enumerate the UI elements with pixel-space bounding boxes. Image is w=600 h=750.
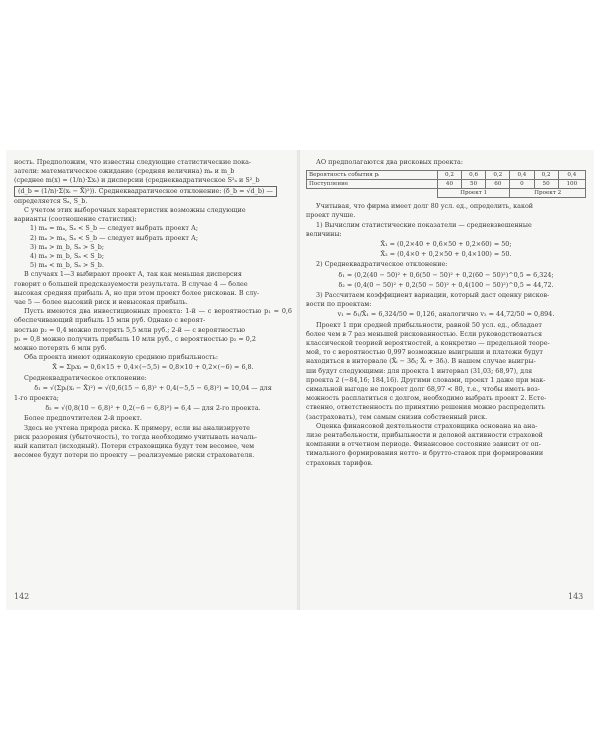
text-line: вости по проектам:	[306, 300, 372, 309]
table-cell: 50	[462, 180, 486, 189]
text-line: Пусть имеются два инвестиционных проекта: 1-й — с вероятностью p₁ = 0,6 обеспечивающий прибыль 15 млн руб. Однако с вероят-	[14, 307, 292, 325]
table-cell: 0,6	[462, 171, 486, 180]
text-line: (среднее m(x) = (1/n)·Σxᵢ) и дисперсии (среднеквадратическое S²ₐ и S²_b	[14, 176, 260, 185]
table-cell: 0	[510, 180, 534, 189]
text-line: ный капитал (исходный). Потери страховщика будут тем весомее, чем	[14, 442, 255, 451]
text-line: ность. Предположим, что известны следующие статистические пока-	[14, 158, 252, 166]
text-line: страховых тарифов.	[306, 458, 373, 467]
text-line: можно потерять 6 млн руб.	[14, 344, 107, 353]
table-cell: 40	[437, 180, 461, 189]
text-line: болеe чем в 7 раз меньшей рискованностью. Если руководствоваться	[306, 329, 543, 338]
text-line: весомее будут потери по проекту — реализуемые риски страхователя.	[14, 451, 255, 460]
text-line: 1) Вычислим статистические показатели — средневзвешенные	[316, 220, 532, 229]
table-cell: Проект 1	[437, 189, 509, 198]
text-line: Оценка финансовой деятельности страховщика основана на ана-	[316, 421, 538, 430]
text-line: ственно, ответственность по принятию решения можно распределить	[306, 403, 545, 412]
probability-table	[306, 170, 586, 198]
text-line: можность расплатиться с долгом, необходимо выбрать проект 2. Есте-	[306, 394, 547, 403]
table-cell: 0,2	[486, 171, 510, 180]
table-cell: Вероятность события pᵢ	[307, 171, 438, 180]
text-line: проект лучше.	[306, 211, 356, 220]
text-line: 1-го проекта;	[14, 394, 59, 403]
text-line: затели: математическое ожидание (средняя величина) mₐ и m_b	[14, 167, 235, 176]
text-line: чае 5 — более высокий риск и невысокая прибыль.	[14, 298, 188, 307]
table-cell: 0,4	[510, 171, 534, 180]
table-row	[307, 189, 586, 198]
text-line	[14, 186, 292, 197]
text-line: Более предпочтителен 2-й проект.	[24, 414, 142, 423]
text-line: Оба проекта имеют одинаковую среднюю прибыльность:	[24, 353, 219, 362]
formula-line: X̄₁ = (0,2×40 + 0,6×50 + 0,2×60) = 50;	[380, 240, 512, 249]
text-line: симальной выгоде не покроет долг 68,97 < 80, т.е., чтобы иметь воз-	[306, 385, 540, 394]
text-line: В случаях 1—3 выбирают проект А, так как меньшая дисперсия	[24, 270, 242, 279]
list-item: 5) mₐ < m_b, Sₐ > S_b.	[30, 261, 104, 270]
text-line: 2) Среднеквадратическое отклонение:	[316, 260, 448, 269]
formula-line: δ₁ = √(Σpᵢ(xᵢ − X̄)²) = √(0,6(15 − 6,8)² + 0,4(−5,5 − 6,8)²) = 10,04 — для	[34, 383, 272, 392]
text-line: лизе рентабельности, прибыльности и деловой активности страховой	[306, 431, 543, 440]
text-line: p₁ = 0,8 можно получить прибыль 10 млн руб., с вероятностью p₂ = 0,2	[14, 334, 256, 343]
table-cell	[307, 189, 438, 198]
text-line: величины:	[306, 229, 342, 238]
table-cell: 100	[558, 180, 585, 189]
formula-line: δ₁ = (0,2(40 − 50)² + 0,6(50 − 50)² + 0,2(60 − 50)²)^0,5 = 6,324;	[338, 270, 554, 279]
text-line: Учитывая, что фирма имеет долг 80 усл. ед., определить, какой	[316, 202, 534, 211]
table-cell: Проект 2	[510, 189, 586, 198]
formula-line: v₁ = δ₁/X̄₁ = 6,324/50 = 0,126, аналогично v₂ = 44,72/50 = 0,894.	[337, 310, 555, 319]
text-line: С учетом этих выборочных характеристик возможны следующие	[24, 206, 246, 215]
page-number-right: 143	[568, 592, 584, 601]
page-number-left: 142	[14, 592, 30, 601]
formula-line: δ₂ = (0,4(0 − 50)² + 0,2(50 − 50)² + 0,4(100 − 50)²)^0,5 = 44,72.	[338, 280, 554, 289]
formula-line: X̄ = Σpᵢxᵢ = 0,6×15 + 0,4×(−5,5) = 0,8×10 + 0,2×(−6) = 6,8.	[52, 363, 254, 372]
text-line: говорит о большей предсказуемости результата. В случае 4 — более	[14, 279, 248, 288]
table-cell: 0,4	[558, 171, 585, 180]
table-cell: 0,2	[437, 171, 461, 180]
formula-line: δ₂ = √(0,8(10 − 6,8)² + 0,2(−6 − 6,8)²) = 6,4 — для 2-го проекта.	[45, 404, 261, 413]
left-page	[14, 158, 292, 461]
text-line: 3) Рассчитаем коэффициент вариации, который даст оценку рисков-	[316, 291, 550, 300]
formula-box: (d_b = (1/n)·Σ(xᵢ − X̄)²)). Среднеквадратическое отклонение: (δ_b = √d_b) —	[14, 186, 277, 197]
text-line: Здесь не учтена природа риска. К примеру, если вы анализируете	[24, 423, 250, 432]
variants-list	[14, 224, 292, 270]
formula-line: X̄₂ = (0,4×0 + 0,2×50 + 0,4×100) = 50.	[380, 250, 512, 259]
text-line: проекта 2 (−84,16; 184,16). Другими словами, проект 1 даже при мак-	[306, 375, 546, 384]
text-line: ностью p₂ = 0,4 можно потерять 5,5 млн руб.; 2-й — с вероятностью	[14, 325, 246, 334]
table-row	[307, 180, 586, 189]
table-cell: 60	[486, 180, 510, 189]
list-item: 4) mₐ > m_b, Sₐ < S_b;	[30, 252, 105, 261]
text-line: классической теорией вероятностей, а конкретно — предельной теоре-	[306, 339, 550, 348]
text-line: компании в отчетном периоде. Финансовое состояние зависит от оп-	[306, 440, 541, 449]
text-line: риск разорения (убыточность), то тогда необходимо учитывать началь-	[14, 432, 257, 441]
text-line: тимального формирования нетто- и брутто-ставок при формировании	[306, 449, 544, 458]
text-line: определяется Sₐ, S_b.	[14, 196, 88, 205]
list-item: 2) mₐ > mₐ, Sₐ < S_b — следует выбрать проект А;	[30, 233, 198, 242]
list-item: 1) mₐ = mₐ, Sₐ < S_b — следует выбрать проект А;	[30, 224, 198, 233]
table-cell: 0,2	[534, 171, 558, 180]
text-line: (застраховать), тем самым снизив собственный риск.	[306, 412, 488, 421]
text-line: Проект 1 при средней прибыльности, равной 50 усл. ед., обладает	[316, 320, 542, 329]
table-cell: 50	[534, 180, 558, 189]
text-line: находиться в интервале (X̄ᵢ − 3δᵢ; X̄ᵢ + 3δᵢ). В нашем случае выигры-	[306, 357, 536, 366]
table-cell: Поступление	[307, 180, 438, 189]
text-line: АО предполагаются два рисковых проекта:	[316, 158, 463, 166]
text-line: высокая средняя прибыль А, но при этом проект более рискован. В слу-	[14, 288, 260, 297]
text-line: варианты (соотношение статистик):	[14, 215, 137, 224]
text-line: ши будут следующими: для проекта 1 интервал (31,03; 68,97), для	[306, 366, 533, 375]
book-fold	[297, 150, 300, 610]
right-page	[306, 158, 586, 468]
text-line: Среднеквадратическое отклонение:	[24, 373, 147, 382]
table-row	[307, 171, 586, 180]
text-line: мой, то с вероятностью 0,997 возможные выигрыши и платежи будут	[306, 348, 543, 357]
list-item: 3) mₐ > m_b, Sₐ > S_b;	[30, 242, 105, 251]
